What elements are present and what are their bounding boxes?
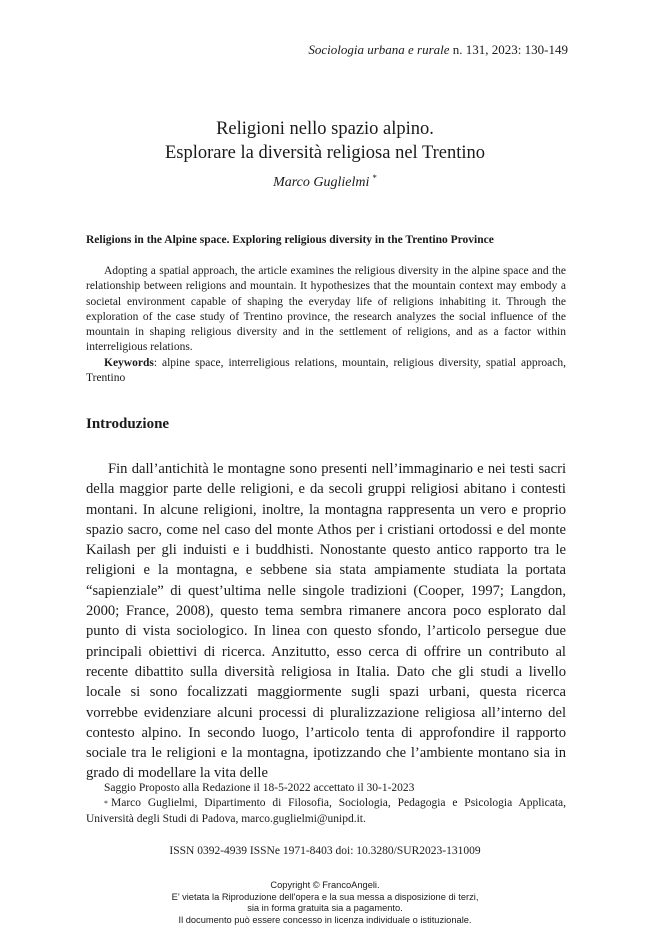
footnote-mark: * [104, 799, 108, 809]
keywords-line [86, 356, 566, 387]
author-footnote-mark: * [372, 173, 377, 183]
copyright-line2: E’ vietata la Riproduzione dell'opera e la sua messa a disposizione di terzi, [171, 891, 479, 902]
keywords-label: Keywords [104, 356, 154, 369]
issn-doi-line: ISSN 0392-4939 ISSNe 1971-8403 doi: 10.3280/SUR2023-131009 [169, 845, 481, 857]
submission-note: Saggio Proposto alla Redazione il 18-5-2022 accettato il 30-1-2023 [104, 782, 415, 794]
copyright-line3: sia in forma gratuita sia a pagamento. [247, 903, 403, 914]
abstract-text: Adopting a spatial approach, the article examines the religious diversity in the alpine space and the relationship between religions and mountain. It hypothesizes that the mountain context may embody a societal environment capable of shaping the everyday life of religions inhabiting it. Through the exploration of the case study of Trentino province, the research analyzes the social influence of the mountain in shaping religious diversity and in the settlement of religions, and as a factor within interreligious relations. [86, 265, 566, 354]
copyright-notice [0, 880, 650, 926]
journal-citation [308, 42, 568, 58]
journal-issue: n. 131, 2023: 130-149 [449, 42, 568, 57]
intro-paragraph: Fin dall’antichità le montagne sono presenti nell’immaginario e nei testi sacri della maggior parte delle religioni, e da secoli gruppi religiosi abitano i contesti montani. In alcune religioni, inoltre, la montagna rappresenta un vero e proprio spazio sacro, come nel caso del monte Athos per i cristiani ortodossi e del monte Kailash per gli induisti e i buddhisti. Nonostante questo antico rapporto tra le religioni e la montagna, e sebbene sia stata ampiamente studiata la portata “sapienziale” di quest’ultima nelle singole tradizioni (Cooper, 1997; Langdon, 2000; France, 2008), questo tema sembra rimanere ancora poco esplorato dal punto di vista sociologico. In linea con questo sfondo, l’articolo persegue due principali obiettivi di ricerca. Anzitutto, esso cerca di offrire un contributo al recente dibattito sulla diversità religiosa in Italia. Dato che gli studi a livello locale si sono focalizzati maggiormente sugli spazi urbani, questa ricerca vorrebbe evidenziare alcuni processi di pluralizzazione religiosa all’interno del contesto alpino. In secondo luogo, l’articolo tenta di approfondire il rapporto sociale tra le religioni e la montagna, ipotizzando che l’ambiente montano sia in grado di modellare la vita delle [86, 461, 566, 782]
english-title: Religions in the Alpine space. Exploring religious diversity in the Trentino Province [86, 234, 494, 246]
author-affiliation-note [86, 796, 566, 827]
abstract-block [86, 264, 566, 386]
journal-name: Sociologia urbana e rurale [308, 42, 450, 57]
copyright-line4: Il documento può essere concesso in licenza individuale o istituzionale. [178, 914, 472, 925]
author-byline [0, 175, 650, 191]
copyright-line1: Copyright © FrancoAngeli. [270, 880, 380, 890]
article-title-line1: Religioni nello spazio alpino. [216, 119, 434, 139]
section-heading: Introduzione [86, 416, 170, 432]
article-title-line2: Esplorare la diversità religiosa nel Trentino [164, 143, 486, 163]
footnotes [86, 781, 566, 827]
author-affiliation-text: Marco Guglielmi, Dipartimento di Filosofia, Sociologia, Pedagogia e Psicologia Applicata, Università degli Studi di Padova, marco.guglielmi@unipd.it. [86, 797, 566, 825]
author-name: Marco Guglielmi [273, 175, 370, 190]
body-text [86, 459, 566, 784]
keywords-list: : alpine space, interreligious relations, mountain, religious diversity, spatial approach, Trentino [86, 356, 566, 385]
